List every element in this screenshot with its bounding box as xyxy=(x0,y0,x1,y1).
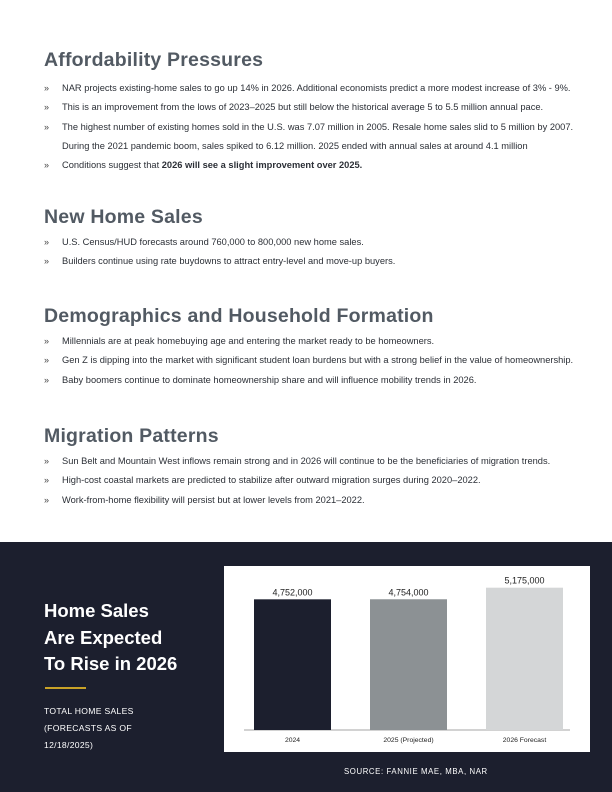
section-title: New Home Sales xyxy=(44,206,203,228)
category-label: 2025 (Projected) xyxy=(383,737,434,744)
bullet-icon: » xyxy=(44,494,50,505)
list-item: » The highest number of existing homes sold in the U.S. was 7.07 million in 2005. Resale home sales slid to 5 million by 2007. During the 2021 pandemic boom, sales spiked to 6.12 million. 2025 ended with annual sales at around 4.1 million xyxy=(44,118,604,157)
bullet-list xyxy=(44,332,604,390)
bar-chart xyxy=(224,566,590,752)
list-item: » High-cost coastal markets are predicted to stabilize after outward migration surges during 2020–2022. xyxy=(44,471,604,490)
divider xyxy=(45,687,86,689)
bullet-icon: » xyxy=(44,83,50,93)
section-new-home-sales xyxy=(44,205,604,272)
bullet-icon: » xyxy=(44,475,50,486)
bullet-list xyxy=(44,452,604,510)
source-note: SOURCE: FANNIE MAE, MBA, NAR xyxy=(344,767,488,776)
bullet-icon: » xyxy=(44,160,50,171)
bullet-icon: » xyxy=(44,355,50,366)
section-title: Demographics and Household Formation xyxy=(44,305,434,327)
label-line: TOTAL HOME SALES xyxy=(44,706,134,716)
list-item: » Millennials are at peak homebuying age and entering the market ready to be homeowners. xyxy=(44,332,604,351)
section-title: Migration Patterns xyxy=(44,425,219,447)
bullet-icon: » xyxy=(44,256,50,267)
bullet-list xyxy=(44,79,604,175)
data-label: 4,754,000 xyxy=(388,587,429,598)
bold-emphasis: 2026 will see a slight improvement over 2025. xyxy=(161,160,363,171)
list-item: » This is an improvement from the lows of 2023–2025 but still below the historical average 5 to 5.5 million annual pace. xyxy=(44,98,604,117)
section-affordability xyxy=(44,48,604,175)
list-item: » Work-from-home flexibility will persist but at lower levels from 2021–2022. xyxy=(44,491,604,510)
list-item: » Conditions suggest that 2026 will see a slight improvement over 2025. xyxy=(44,156,604,175)
list-item: » U.S. Census/HUD forecasts around 760,000 to 800,000 new home sales. xyxy=(44,233,604,252)
list-item: » Gen Z is dipping into the market with significant student loan burdens but with a strong belief in the value of homeownership. xyxy=(44,351,604,370)
bar-2024 xyxy=(254,599,331,730)
list-item: » NAR projects existing-home sales to go up 14% in 2026. Additional economists predict a more modest increase of 3% - 9%. xyxy=(44,79,604,98)
bullet-list xyxy=(44,233,604,272)
data-label: 4,752,000 xyxy=(272,587,313,598)
panel-title-line: To Rise in 2026 xyxy=(44,653,178,674)
bar-2025-projected xyxy=(370,599,447,730)
total-home-sales-label xyxy=(44,703,194,754)
bar-2026-forecast xyxy=(486,588,563,730)
list-item: » Builders continue using rate buydowns to attract entry-level and move-up buyers. xyxy=(44,252,604,271)
section-migration xyxy=(44,424,604,510)
panel-title-line: Are Expected xyxy=(44,626,163,648)
bullet-icon: » xyxy=(44,374,50,385)
home-sales-chart xyxy=(224,566,590,752)
home-sales-panel xyxy=(0,542,612,792)
bullet-icon: » xyxy=(44,456,50,466)
bullet-icon: » xyxy=(44,237,50,247)
list-item: » Sun Belt and Mountain West inflows remain strong and in 2026 will continue to be the beneficiaries of migration trends. xyxy=(44,452,604,471)
data-label: 5,175,000 xyxy=(504,575,545,586)
bullet-icon: » xyxy=(44,102,50,113)
bullet-icon: » xyxy=(44,121,50,132)
category-label: 2026 Forecast xyxy=(502,737,547,744)
bullet-icon: » xyxy=(44,336,50,346)
list-item: » Baby boomers continue to dominate homeownership share and will influence mobility trends in 2026. xyxy=(44,371,604,390)
panel-title-line: Home Sales xyxy=(44,600,149,621)
category-label: 2024 xyxy=(284,737,301,744)
label-line: 12/18/2025) xyxy=(44,740,94,750)
section-title: Affordability Pressures xyxy=(44,49,264,71)
panel-title xyxy=(44,598,214,678)
section-demographics xyxy=(44,304,604,390)
label-line: (FORECASTS AS OF xyxy=(44,723,132,733)
